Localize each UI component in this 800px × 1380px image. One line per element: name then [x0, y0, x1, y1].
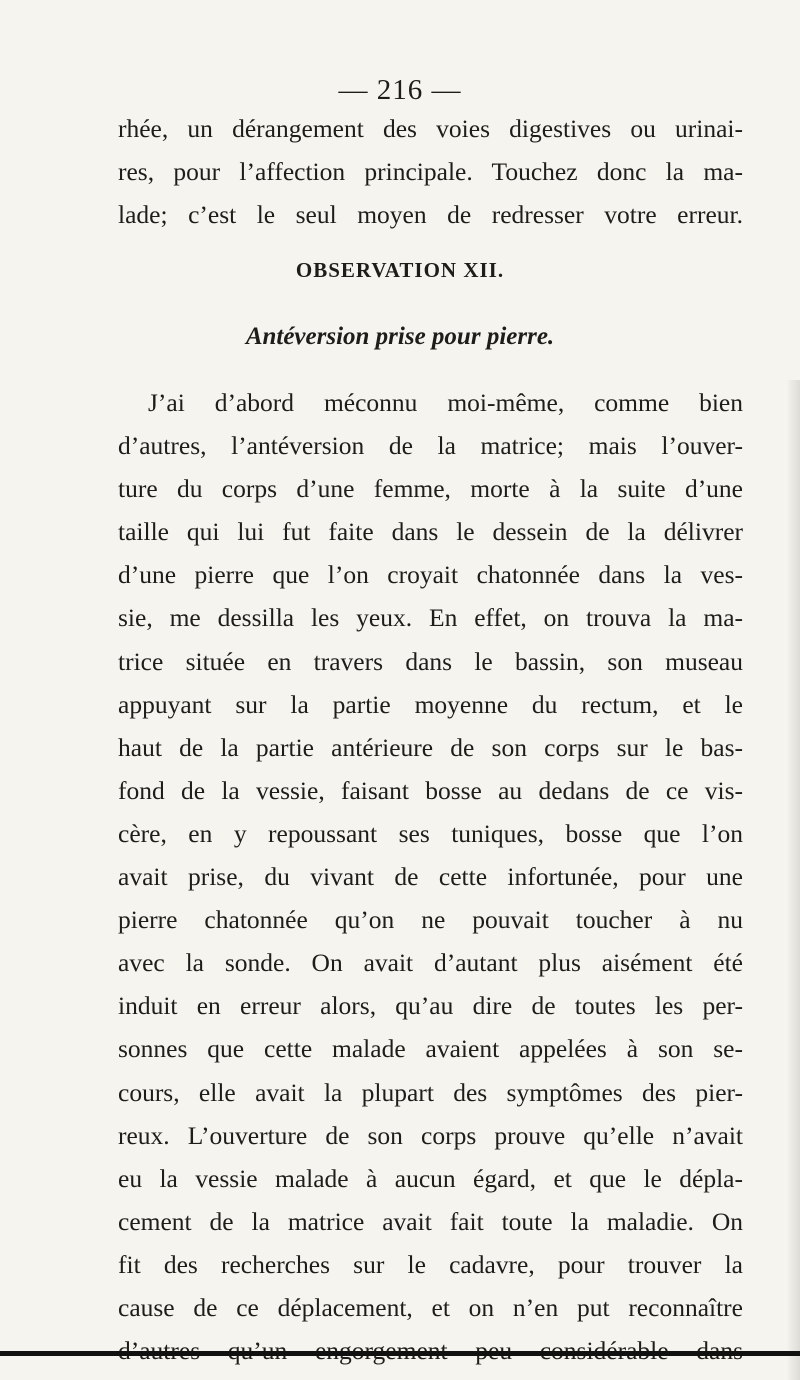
text-line: fond de la vessie, faisant bosse au dedans de ce vis-: [118, 775, 743, 805]
text-line: avait prise, du vivant de cette infortunée, pour une: [118, 862, 743, 892]
text-line: cours, elle avait la plupart des symptômes des pier-: [118, 1077, 743, 1107]
text-line: fit des recherches sur le cadavre, pour trouver la: [118, 1249, 743, 1279]
text-line: haut de la partie antérieure de son corps sur le bas-: [118, 732, 743, 762]
text-line: d’une pierre que l’on croyait chatonnée dans la ves-: [118, 560, 743, 590]
text-line: pierre chatonnée qu’on ne pouvait toucher à nu: [118, 905, 743, 935]
text-line: induit en erreur alors, qu’au dire de toutes les per-: [118, 991, 743, 1021]
bottom-border: [0, 1351, 800, 1356]
text-line: eu la vessie malade à aucun égard, et que le dépla-: [118, 1163, 743, 1193]
text-line: reux. L’ouverture de son corps prouve qu’elle n’avait: [118, 1120, 743, 1150]
text-line: cause de ce déplacement, et on n’en put reconnaître: [118, 1292, 743, 1322]
text-line: ture du corps d’une femme, morte à la suite d’une: [118, 474, 743, 504]
text-line: trice située en travers dans le bassin, son museau: [118, 646, 743, 676]
page-edge-shadow: [786, 380, 800, 1380]
text-line: sie, me dessilla les yeux. En effet, on trouva la ma-: [118, 603, 743, 633]
text-line: sonnes que cette malade avaient appelées à son se-: [118, 1034, 743, 1064]
text-line: res, pour l’affection principale. Touchez donc la ma-: [118, 157, 743, 186]
text-line: cère, en y repoussant ses tuniques, bosse que l’on: [118, 818, 743, 848]
text-line: avec la sonde. On avait d’autant plus aisément été: [118, 948, 743, 978]
text-line: appuyant sur la partie moyenne du rectum, et le: [118, 689, 743, 719]
observation-body: [118, 381, 743, 1372]
text-line: cement de la matrice avait fait toute la maladie. On: [118, 1206, 743, 1236]
text-line: d’autres, l’antéversion de la matrice; mais l’ouver-: [118, 431, 743, 461]
observation-heading: OBSERVATION XII.: [295, 258, 505, 282]
text-line: rhée, un dérangement des voies digestives ou urinai-: [118, 114, 743, 143]
intro-paragraph: [118, 107, 743, 236]
text-line: lade; c’est le seul moyen de redresser votre erreur.: [118, 200, 743, 229]
observation-title: Antéversion prise pour pierre.: [245, 323, 555, 350]
page-number: — 216 —: [338, 74, 462, 106]
text-line: J’ai d’abord méconnu moi-même, comme bien: [148, 388, 743, 417]
text-line: taille qui lui fut faite dans le dessein de la délivrer: [118, 517, 743, 547]
